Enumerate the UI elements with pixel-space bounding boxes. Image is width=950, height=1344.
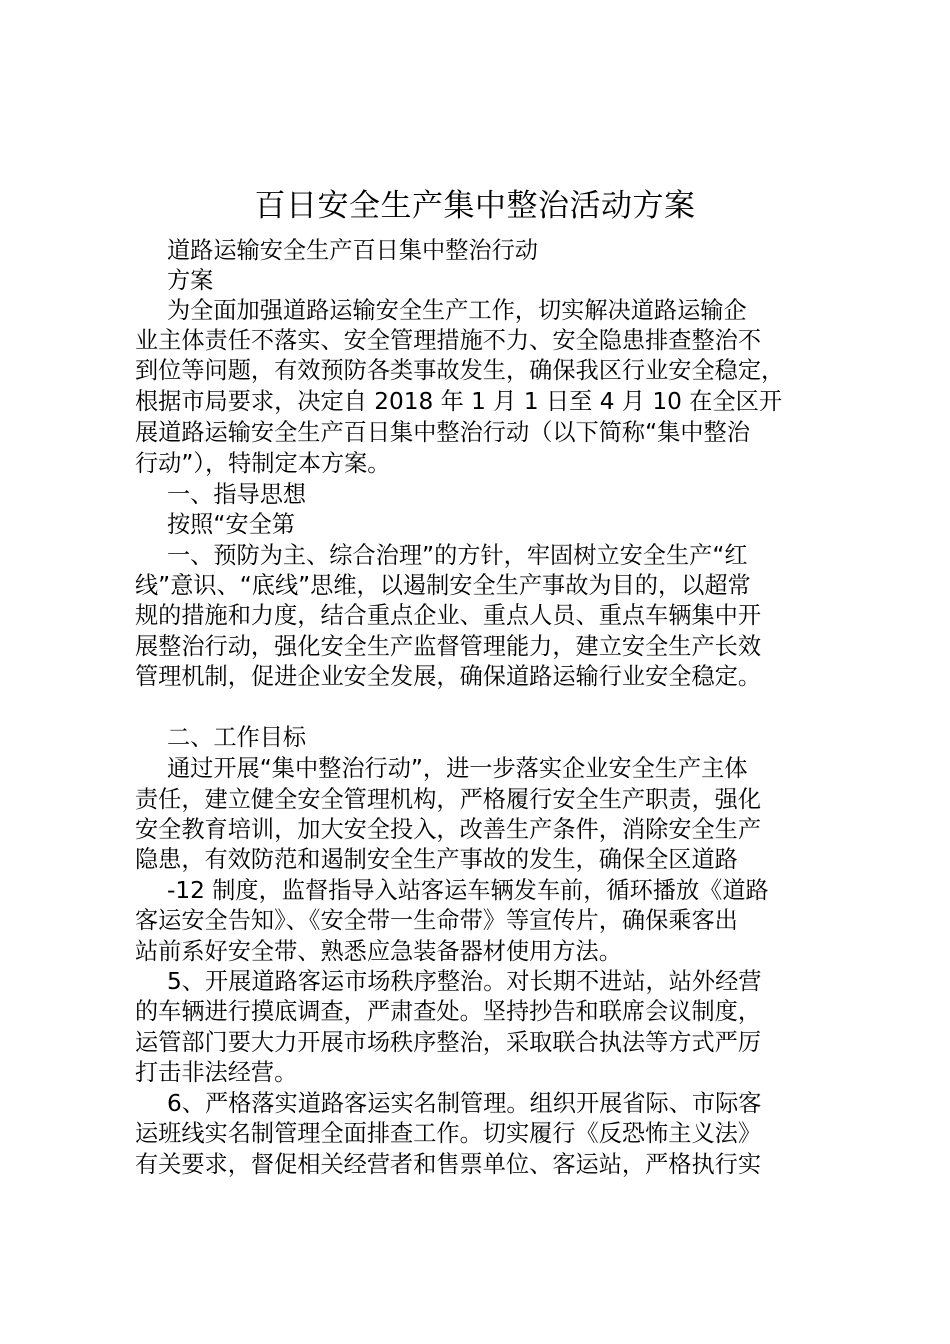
paragraph-line: 通过开展“集中整治行动”，进一步落实企业安全生产主体 — [167, 755, 748, 782]
subtitle-line-2: 方案 — [167, 267, 214, 294]
paragraph-line: 客运安全告知》、《安全带一生命带》等宣传片，确保乘客出 — [135, 907, 738, 934]
paragraph-line: 站前系好安全带、熟悉应急装备器材使用方法。 — [135, 938, 622, 965]
paragraph-line: 运班线实名制管理全面排查工作。切实履行《反恐怖主义法》 — [135, 1120, 762, 1147]
paragraph-line: 安全教育培训，加大安全投入，改善生产条件，消除安全生产 — [135, 816, 762, 843]
paragraph-line: 业主体责任不落实、安全管理措施不力、安全隐患排查整治不 — [135, 327, 762, 354]
section-heading: 一、指导思想 — [167, 481, 307, 508]
paragraph-line: 根据市局要求，决定自 2018 年 1 月 1 日至 4 月 10 在全区开 — [135, 388, 783, 415]
paragraph-line: 5、开展道路客运市场秩序整治。对长期不进站，站外经营 — [167, 968, 762, 995]
paragraph-line: 隐患，有效防范和遏制安全生产事故的发生，确保全区道路 — [135, 846, 738, 873]
paragraph-line: -12 制度，监督指导入站客运车辆发车前，循环播放《道路 — [167, 877, 769, 904]
paragraph-line: 行动”），特制定本方案。 — [135, 450, 391, 477]
paragraph-line: 6、严格落实道路客运实名制管理。组织开展省际、市际客 — [167, 1090, 762, 1117]
document-title: 百日安全生产集中整治活动方案 — [254, 188, 696, 224]
paragraph-line: 按照“安全第 — [167, 511, 295, 538]
paragraph-line: 打击非法经营。 — [135, 1059, 298, 1086]
paragraph-line: 管理机制，促进企业安全发展，确保道路运输行业安全稳定。 — [135, 663, 762, 690]
paragraph-line: 到位等问题，有效预防各类事故发生，确保我区行业安全稳定， — [135, 357, 785, 384]
paragraph-line: 责任，建立健全安全管理机构，严格履行安全生产职责，强化 — [135, 786, 762, 813]
paragraph-line: 展道路运输安全生产百日集中整治行动（以下简称“集中整治 — [135, 419, 750, 446]
paragraph-line: 有关要求，督促相关经营者和售票单位、客运站，严格执行实 — [135, 1151, 762, 1178]
paragraph-line: 的车辆进行摸底调查，严肃查处。坚持抄告和联席会议制度， — [135, 998, 762, 1025]
subtitle-line-1: 道路运输安全生产百日集中整治行动 — [167, 237, 538, 264]
paragraph-line: 一、预防为主、综合治理”的方针，牢固树立安全生产“红 — [167, 542, 748, 569]
paragraph-line: 展整治行动，强化安全生产监督管理能力，建立安全生产长效 — [135, 633, 762, 660]
section-heading: 二、工作目标 — [167, 724, 307, 751]
paragraph-line: 线”意识、“底线”思维，以遏制安全生产事故为目的，以超常 — [135, 572, 751, 599]
paragraph-line: 运管部门要大力开展市场秩序整治，采取联合执法等方式严厉 — [135, 1029, 762, 1056]
paragraph-line: 规的措施和力度，结合重点企业、重点人员、重点车辆集中开 — [135, 602, 762, 629]
paragraph-line: 为全面加强道路运输安全生产工作，切实解决道路运输企 — [167, 297, 747, 324]
